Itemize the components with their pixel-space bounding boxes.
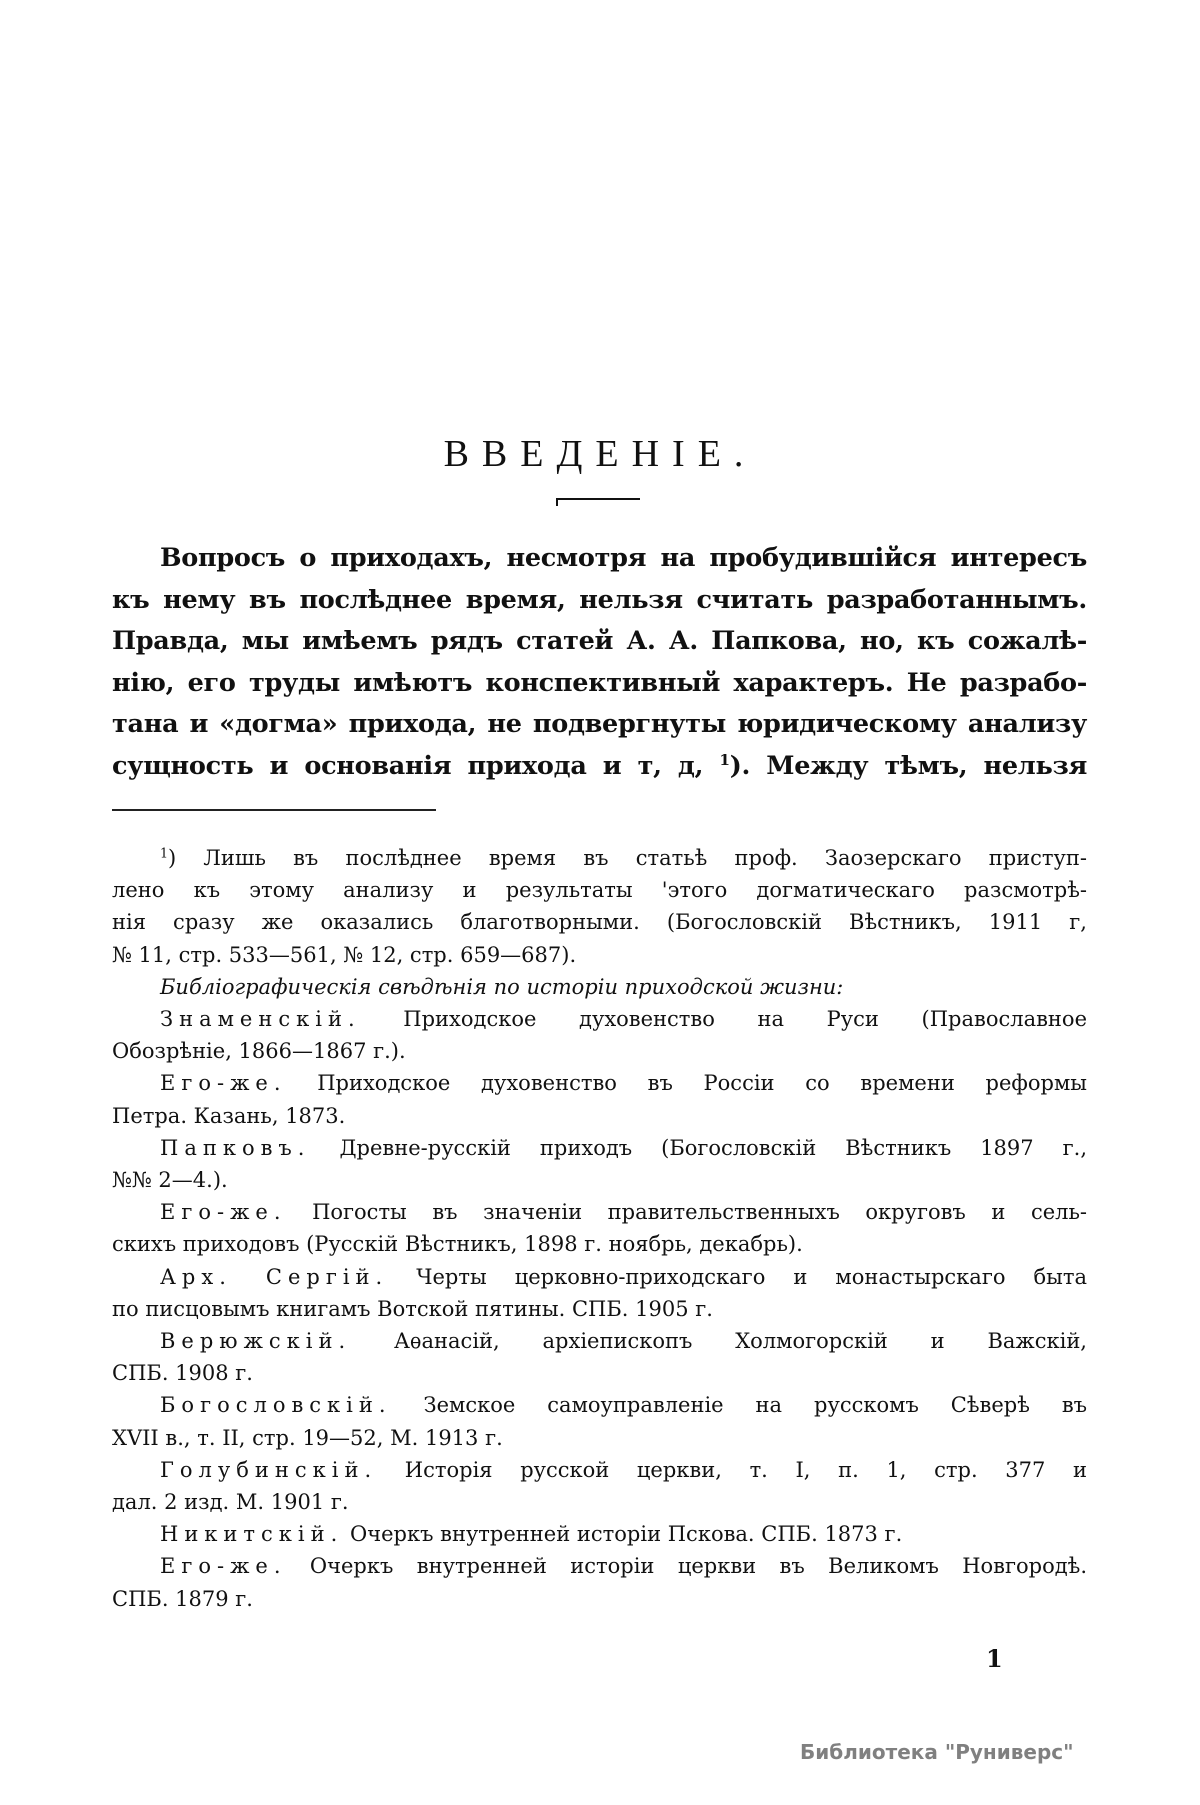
main-last-before: сущность и основанія прихода и т, д, (112, 750, 704, 781)
bibliography-entry-cont: СПБ. 1908 г. (112, 1361, 253, 1386)
bibliography-title: Приходское духовенство на Руси (Православное (360, 1007, 1087, 1032)
bibliography-author: Его-же. (160, 1071, 287, 1096)
bibliography-title: Аѳанасій, архіепископъ Холмогорскій и Важскій, (351, 1329, 1087, 1354)
bibliography-title: Погосты въ значеніи правительственныхъ округовъ и сель- (286, 1200, 1087, 1225)
bibliography-list (112, 1003, 1087, 1615)
bibliography-author: Его-же. (160, 1554, 287, 1579)
bibliography-entry (112, 1067, 1087, 1099)
bibliography-title: Приходское духовенство въ Россіи со времени реформы (286, 1071, 1087, 1096)
page-number: 1 (986, 1644, 1003, 1673)
main-line: Вопросъ о приходахъ, несмотря на пробудившійся интересъ (160, 543, 1087, 573)
bibliography-author: Верюжскій. (160, 1329, 352, 1354)
title-ornament-rule (556, 498, 640, 500)
main-last-after: ). Между тѣмъ, нельзя (729, 750, 1088, 781)
main-line: къ нему въ послѣднее время, нельзя считать разработаннымъ. (112, 584, 1087, 615)
bibliography-author: Знаменскій. (160, 1007, 361, 1032)
main-line: нію, его труды имѣютъ конспективный характеръ. Не разрабо- (112, 667, 1087, 698)
bibliography-entry (112, 1261, 1087, 1293)
bibliography-entry-cont: по писцовымъ книгамъ Вотской пятины. СПБ. 1905 г. (112, 1296, 713, 1321)
bibliography-title: Древне-русскій приходъ (Богословскій Вѣстникъ 1897 г., (310, 1135, 1087, 1160)
footnote-line: лено къ этому анализу и результаты 'этого догматическаго разсмотрѣ- (112, 878, 1087, 903)
bibliography-entry-cont: №№ 2—4.). (112, 1168, 228, 1193)
bibliography-entry (112, 1003, 1087, 1035)
footnote-line: нія сразу же оказались благотворными. (Богословскій Вѣстникъ, 1911 г, (112, 910, 1087, 935)
bibliography-entry-cont: Петра. Казань, 1873. (112, 1103, 346, 1128)
bibliography-entry-cont: XVII в., т. II, стр. 19—52, М. 1913 г. (112, 1425, 503, 1450)
bibliography-title: Очеркъ внутренней исторіи церкви въ Великомъ Новгородѣ. (286, 1554, 1087, 1579)
bibliography-title: Черты церковно-приходскаго и монастырскаго быта (388, 1264, 1087, 1289)
bibliography-entry (112, 1550, 1087, 1582)
bibliography-entry-cont: скихъ приходовъ (Русскій Вѣстникъ, 1898 г. ноябрь, декабрь). (112, 1232, 803, 1257)
bibliography-entry (112, 1518, 1087, 1550)
footnotes (112, 842, 1087, 1615)
bibliography-heading: Библіографическія свѣдѣнія по исторіи приходской жизни: (160, 974, 844, 999)
bibliography-entry-cont: Обозрѣніе, 1866—1867 г.). (112, 1039, 406, 1064)
main-line-last (112, 746, 1087, 788)
bibliography-entry (112, 1132, 1087, 1164)
library-watermark: Библиотека "Руниверс" (800, 1740, 1074, 1764)
bibliography-entry-cont: СПБ. 1879 г. (112, 1586, 253, 1611)
bibliography-author: Голубинскій. (160, 1457, 378, 1482)
footnote-ref[interactable]: 1 (719, 750, 730, 769)
footnote-marker: 1 (160, 845, 169, 861)
bibliography-entry-cont: дал. 2 изд. М. 1901 г. (112, 1490, 349, 1515)
bibliography-title: Очеркъ внутренней исторіи Пскова. СПБ. 1873 г. (343, 1522, 903, 1547)
footnote-line: № 11, стр. 533—561, № 12, стр. 659—687). (112, 942, 577, 967)
bibliography-author: Богословскій. (160, 1393, 392, 1418)
bibliography-entry (112, 1454, 1087, 1486)
main-line: Правда, мы имѣемъ рядъ статей А. А. Папкова, но, къ сожалѣ- (112, 626, 1087, 656)
bibliography-title: Земское самоуправленіе на русскомъ Сѣверѣ въ (391, 1393, 1087, 1418)
bibliography-entry (112, 1389, 1087, 1421)
footnote-line (112, 842, 1087, 874)
bibliography-entry (112, 1196, 1087, 1228)
bibliography-title: Исторія русской церкви, т. I, п. 1, стр. 377 и (377, 1457, 1087, 1482)
bibliography-entry (112, 1325, 1087, 1357)
main-line: тана и «догма» прихода, не подвергнуты юридическому анализу (112, 709, 1087, 739)
bibliography-author: Никитскій. (160, 1522, 344, 1547)
footnote-rule (112, 809, 436, 811)
footnote-text: ) Лишь въ послѣднее время въ статьѣ проф. Заозерскаго приступ- (168, 846, 1087, 870)
main-paragraph (112, 538, 1087, 787)
bibliography-author: Арх. Сергій. (160, 1264, 389, 1289)
bibliography-author: Его-же. (160, 1200, 287, 1225)
bibliography-author: Папковъ. (160, 1135, 311, 1160)
chapter-title: ВВЕДЕНІЕ. (443, 433, 757, 475)
